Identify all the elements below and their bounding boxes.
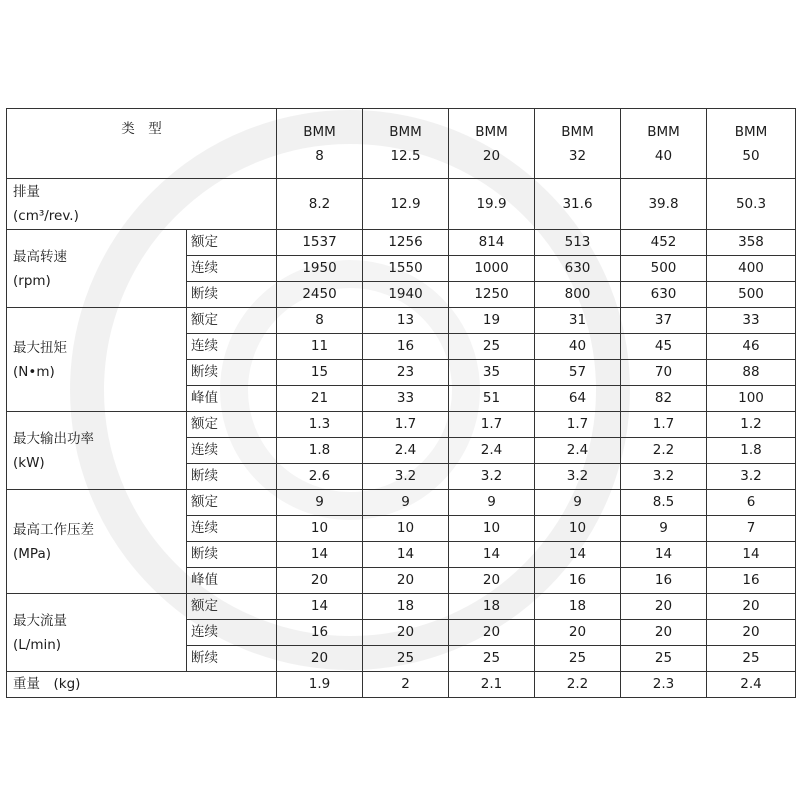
value-cell: 10 [363, 516, 449, 542]
value-cell: 3.2 [535, 464, 621, 490]
value-cell: 1537 [277, 230, 363, 256]
value-cell: 3.2 [449, 464, 535, 490]
param-name: 最大流量 [13, 612, 67, 629]
value-cell: 2.4 [449, 438, 535, 464]
param-unit: (N•m) [13, 363, 55, 380]
value-cell: 20 [621, 594, 707, 620]
model-name: BMM [734, 123, 768, 140]
value-cell: 16 [277, 620, 363, 646]
value-cell: 37 [621, 308, 707, 334]
table-row [7, 412, 796, 438]
value-cell: 45 [621, 334, 707, 360]
spec-table-body [7, 109, 796, 698]
value-cell: 6 [707, 490, 796, 516]
value-cell: 16 [535, 568, 621, 594]
value-cell: 46 [707, 334, 796, 360]
table-row [7, 490, 796, 516]
model-size: 50 [742, 147, 760, 164]
value-cell: 14 [535, 542, 621, 568]
param-label [7, 594, 187, 672]
model-size: 12.5 [390, 147, 421, 164]
value-cell: 2 [363, 672, 449, 698]
value-cell: 21 [277, 386, 363, 412]
value-cell: 2.4 [535, 438, 621, 464]
value-cell: 814 [449, 230, 535, 256]
model-header [363, 109, 449, 179]
value-cell: 20 [277, 568, 363, 594]
value-cell: 2.1 [449, 672, 535, 698]
model-size: 32 [568, 147, 587, 164]
param-unit: (cm³/rev.) [13, 208, 79, 224]
value-cell: 1.2 [707, 412, 796, 438]
value-cell: 2.6 [277, 464, 363, 490]
param-name: 最高转速 [13, 248, 67, 265]
condition-label: 峰值 [187, 568, 277, 594]
value-cell: 8 [277, 308, 363, 334]
value-cell: 2.3 [621, 672, 707, 698]
value-cell: 25 [535, 646, 621, 672]
value-cell: 20 [363, 620, 449, 646]
displacement-row [7, 179, 796, 230]
value-cell: 8.2 [277, 179, 363, 230]
condition-label: 连续 [187, 334, 277, 360]
value-cell: 33 [363, 386, 449, 412]
spec-table [6, 108, 796, 698]
param-label [7, 308, 187, 412]
model-name: BMM [389, 123, 422, 140]
value-cell: 3.2 [707, 464, 796, 490]
model-header [449, 109, 535, 179]
value-cell: 20 [707, 620, 796, 646]
value-cell: 31.6 [535, 179, 621, 230]
param-label [7, 412, 187, 490]
value-cell: 16 [621, 568, 707, 594]
value-cell: 9 [535, 490, 621, 516]
value-cell: 1250 [449, 282, 535, 308]
param-unit: (L/min) [13, 636, 62, 653]
value-cell: 500 [707, 282, 796, 308]
value-cell: 1940 [363, 282, 449, 308]
value-cell: 1.7 [449, 412, 535, 438]
value-cell: 1256 [363, 230, 449, 256]
param-label [7, 490, 187, 594]
header-row [7, 109, 796, 179]
value-cell: 64 [535, 386, 621, 412]
model-size: 20 [482, 147, 501, 164]
value-cell: 513 [535, 230, 621, 256]
value-cell: 10 [535, 516, 621, 542]
value-cell: 400 [707, 256, 796, 282]
value-cell: 10 [449, 516, 535, 542]
condition-label: 断续 [187, 542, 277, 568]
condition-label: 断续 [187, 464, 277, 490]
condition-label: 额定 [187, 594, 277, 620]
condition-label: 连续 [187, 620, 277, 646]
param-unit: (MPa) [13, 545, 51, 562]
value-cell: 3.2 [621, 464, 707, 490]
value-cell: 50.3 [707, 179, 796, 230]
param-label [7, 179, 277, 230]
value-cell: 9 [277, 490, 363, 516]
model-size: 40 [654, 147, 673, 164]
value-cell: 20 [707, 594, 796, 620]
value-cell: 12.9 [363, 179, 449, 230]
value-cell: 100 [707, 386, 796, 412]
condition-label: 额定 [187, 490, 277, 516]
table-row [7, 594, 796, 620]
value-cell: 13 [363, 308, 449, 334]
model-name: BMM [561, 123, 594, 140]
value-cell: 15 [277, 360, 363, 386]
value-cell: 20 [535, 620, 621, 646]
condition-label: 额定 [187, 308, 277, 334]
value-cell: 18 [449, 594, 535, 620]
table-row [7, 230, 796, 256]
value-cell: 82 [621, 386, 707, 412]
value-cell: 16 [363, 334, 449, 360]
value-cell: 1.7 [621, 412, 707, 438]
value-cell: 2.4 [707, 672, 796, 698]
condition-label: 额定 [187, 230, 277, 256]
value-cell: 25 [449, 646, 535, 672]
value-cell: 630 [621, 282, 707, 308]
value-cell: 2450 [277, 282, 363, 308]
value-cell: 452 [621, 230, 707, 256]
value-cell: 18 [535, 594, 621, 620]
param-label [7, 230, 187, 308]
value-cell: 358 [707, 230, 796, 256]
param-unit: (kW) [13, 454, 45, 471]
value-cell: 1550 [363, 256, 449, 282]
value-cell: 2.2 [535, 672, 621, 698]
value-cell: 14 [277, 594, 363, 620]
value-cell: 51 [449, 386, 535, 412]
param-name: 最大输出功率 [13, 430, 94, 447]
value-cell: 1000 [449, 256, 535, 282]
param-name: 最高工作压差 [13, 521, 94, 538]
value-cell: 39.8 [621, 179, 707, 230]
value-cell: 9 [363, 490, 449, 516]
value-cell: 14 [707, 542, 796, 568]
value-cell: 19.9 [449, 179, 535, 230]
model-header [707, 109, 796, 179]
model-header [277, 109, 363, 179]
type-header: 类 型 [7, 109, 277, 179]
condition-label: 峰值 [187, 386, 277, 412]
value-cell: 14 [621, 542, 707, 568]
value-cell: 88 [707, 360, 796, 386]
value-cell: 70 [621, 360, 707, 386]
value-cell: 1.3 [277, 412, 363, 438]
value-cell: 500 [621, 256, 707, 282]
weight-row [7, 672, 796, 698]
value-cell: 25 [621, 646, 707, 672]
value-cell: 10 [277, 516, 363, 542]
value-cell: 1.7 [535, 412, 621, 438]
value-cell: 1.9 [277, 672, 363, 698]
condition-label: 断续 [187, 360, 277, 386]
value-cell: 1.8 [707, 438, 796, 464]
value-cell: 40 [535, 334, 621, 360]
value-cell: 2.2 [621, 438, 707, 464]
model-name: BMM [647, 123, 680, 140]
value-cell: 20 [449, 620, 535, 646]
value-cell: 23 [363, 360, 449, 386]
condition-label: 连续 [187, 516, 277, 542]
value-cell: 57 [535, 360, 621, 386]
param-name: 最大扭矩 [13, 339, 67, 356]
value-cell: 1950 [277, 256, 363, 282]
value-cell: 2.4 [363, 438, 449, 464]
condition-label: 连续 [187, 256, 277, 282]
model-name: BMM [303, 123, 336, 140]
value-cell: 1.7 [363, 412, 449, 438]
value-cell: 20 [363, 568, 449, 594]
value-cell: 9 [621, 516, 707, 542]
value-cell: 16 [707, 568, 796, 594]
value-cell: 14 [363, 542, 449, 568]
param-name: 排量 [13, 184, 40, 200]
value-cell: 33 [707, 308, 796, 334]
value-cell: 20 [621, 620, 707, 646]
value-cell: 25 [707, 646, 796, 672]
value-cell: 31 [535, 308, 621, 334]
value-cell: 18 [363, 594, 449, 620]
value-cell: 25 [363, 646, 449, 672]
condition-label: 额定 [187, 412, 277, 438]
weight-label: 重量 (kg) [7, 672, 277, 698]
condition-label: 断续 [187, 646, 277, 672]
condition-label: 断续 [187, 282, 277, 308]
model-size: 8 [315, 147, 324, 164]
value-cell: 3.2 [363, 464, 449, 490]
table-row [7, 308, 796, 334]
param-unit: (rpm) [13, 272, 51, 289]
model-header [535, 109, 621, 179]
value-cell: 35 [449, 360, 535, 386]
value-cell: 7 [707, 516, 796, 542]
value-cell: 25 [449, 334, 535, 360]
value-cell: 630 [535, 256, 621, 282]
condition-label: 连续 [187, 438, 277, 464]
value-cell: 800 [535, 282, 621, 308]
value-cell: 19 [449, 308, 535, 334]
model-header [621, 109, 707, 179]
value-cell: 20 [277, 646, 363, 672]
value-cell: 8.5 [621, 490, 707, 516]
value-cell: 20 [449, 568, 535, 594]
model-name: BMM [475, 123, 508, 140]
value-cell: 14 [449, 542, 535, 568]
value-cell: 14 [277, 542, 363, 568]
value-cell: 11 [277, 334, 363, 360]
value-cell: 1.8 [277, 438, 363, 464]
value-cell: 9 [449, 490, 535, 516]
